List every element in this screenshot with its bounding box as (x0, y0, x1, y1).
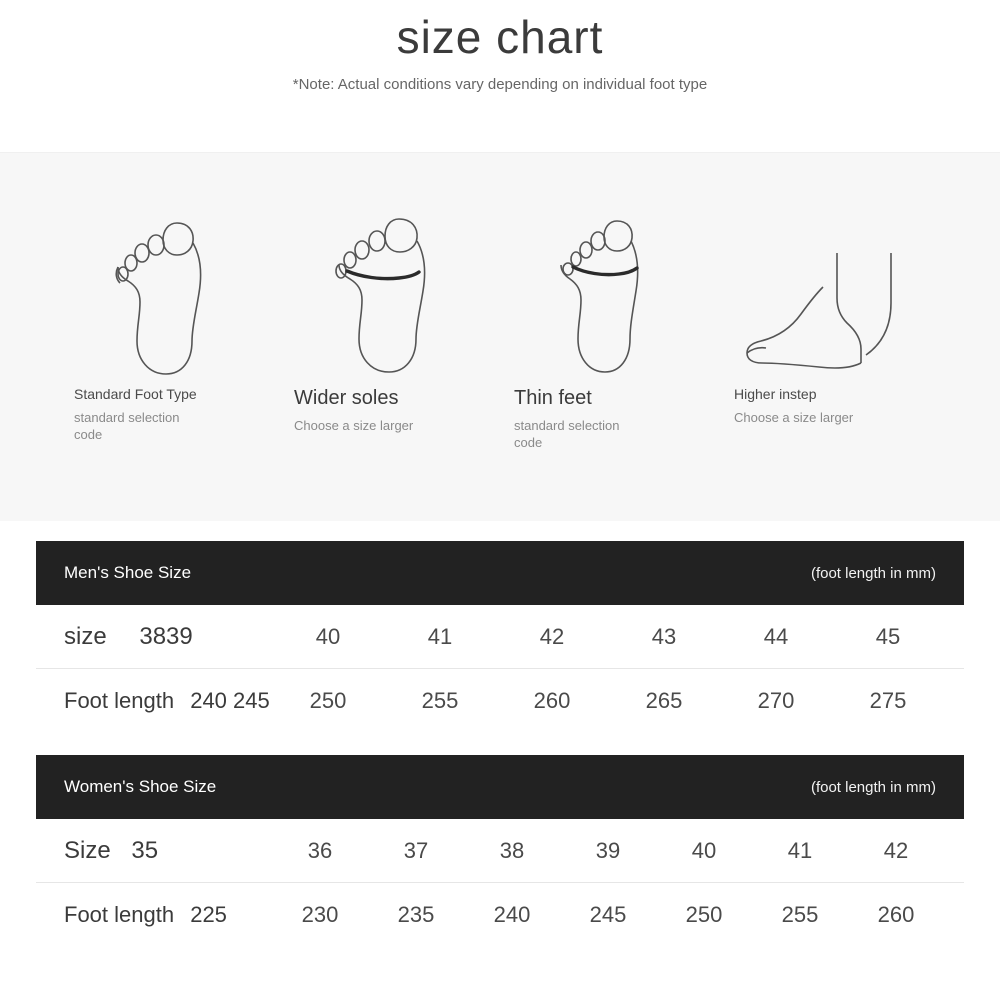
page-subtitle: *Note: Actual conditions vary depending on individual foot type (292, 76, 708, 93)
table-header-bar (36, 755, 964, 819)
table-row (36, 883, 964, 947)
page-title: size chart (396, 11, 604, 63)
table-cell: 42 (539, 623, 565, 649)
table-row (36, 819, 964, 883)
table-cell: 44 (763, 623, 789, 649)
foot-type-note: Choose a size larger (294, 418, 414, 433)
row-label (36, 688, 272, 714)
row-cells (272, 902, 954, 928)
table-cell: 270 (757, 688, 795, 713)
foot-type-standard (60, 205, 280, 451)
foot-type-wider-caption (280, 385, 500, 434)
table-cell: 42 (883, 837, 909, 863)
foot-type-label: Standard Foot Type (74, 386, 197, 402)
table-cell: 275 (869, 688, 907, 713)
foot-type-thin (500, 205, 720, 451)
foot-type-note: standard selection code (514, 418, 620, 450)
row-label-text: Foot length (64, 902, 175, 927)
table-cell: 260 (533, 688, 571, 713)
foot-type-wider (280, 205, 500, 451)
table-row (36, 605, 964, 669)
womens-size-table (36, 755, 964, 947)
foot-type-band (0, 152, 1000, 521)
thin-foot-icon (500, 205, 720, 385)
row-label-text: Foot length (64, 688, 175, 713)
table-cell: 37 (403, 837, 429, 863)
table-cell: 240 (493, 902, 531, 927)
row-label (36, 902, 272, 928)
standard-foot-sole-icon (60, 205, 280, 385)
foot-type-label: Higher instep (734, 386, 817, 402)
foot-type-higher-instep (720, 205, 940, 451)
table-cell: 45 (875, 623, 901, 649)
table-cell: 250 (685, 902, 723, 927)
mens-size-table (36, 541, 964, 733)
row-cells (272, 688, 954, 714)
table-title: Women's Shoe Size (64, 777, 217, 796)
table-cell: 41 (427, 623, 453, 649)
table-cell: 265 (645, 688, 683, 713)
row-cells (272, 624, 954, 650)
table-unit: (foot length in mm) (810, 564, 936, 582)
table-cell: 255 (421, 688, 459, 713)
table-cell: 39 (595, 837, 621, 863)
row-merged-value: 240 245 (190, 688, 270, 713)
foot-type-thin-caption (500, 385, 720, 451)
row-label (36, 837, 272, 865)
row-merged-value: 35 (131, 836, 159, 864)
row-merged-value: 3839 (139, 622, 193, 650)
table-row (36, 669, 964, 733)
row-merged-value: 225 (190, 902, 227, 927)
table-cell: 40 (315, 623, 341, 649)
foot-type-standard-caption (60, 385, 280, 443)
row-label-text: Size (64, 836, 111, 864)
table-cell: 41 (787, 837, 813, 863)
table-header-bar (36, 541, 964, 605)
table-cell: 235 (397, 902, 435, 927)
foot-type-note: Choose a size larger (734, 410, 854, 425)
wider-sole-foot-icon (280, 205, 500, 385)
foot-type-note: standard selection code (74, 410, 180, 442)
row-label-text: size (64, 622, 107, 650)
table-cell: 38 (499, 837, 525, 863)
table-cell: 250 (309, 688, 347, 713)
table-cell: 40 (691, 837, 717, 863)
foot-type-label: Wider soles (294, 387, 399, 409)
page-header (0, 0, 1000, 152)
row-cells (272, 838, 954, 864)
table-cell: 245 (589, 902, 627, 927)
table-title: Men's Shoe Size (64, 563, 192, 582)
higher-instep-foot-side-icon (720, 205, 940, 385)
size-tables (0, 521, 1000, 947)
foot-type-grid (0, 153, 1000, 451)
foot-type-label: Thin feet (514, 387, 592, 409)
table-cell: 255 (781, 902, 819, 927)
table-cell: 230 (301, 902, 339, 927)
table-cell: 260 (877, 902, 915, 927)
foot-type-higher-instep-caption (720, 385, 940, 426)
table-cell: 36 (307, 837, 333, 863)
row-label (36, 623, 272, 651)
table-cell: 43 (651, 623, 677, 649)
table-unit: (foot length in mm) (810, 778, 936, 796)
